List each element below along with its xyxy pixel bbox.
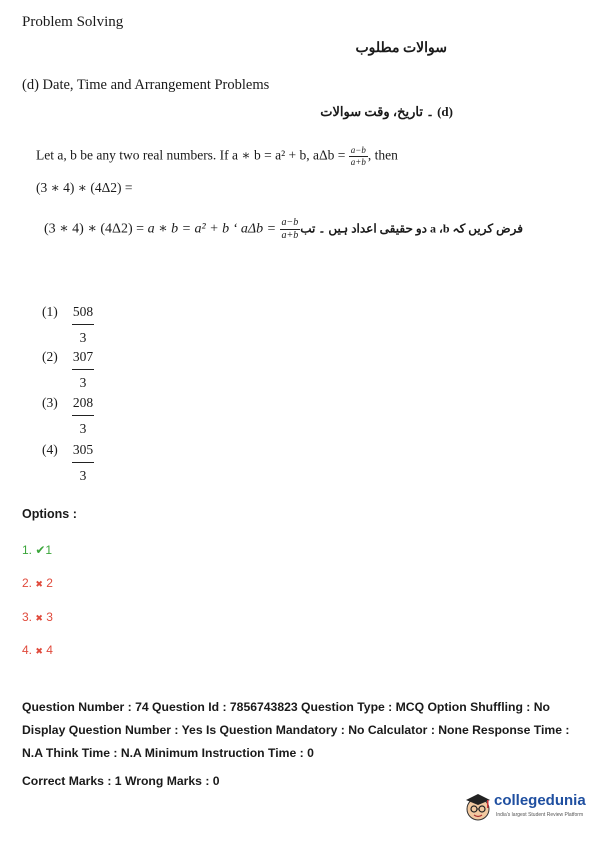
answer-index: 2.	[22, 576, 33, 590]
option-value: 508 3	[72, 304, 94, 345]
brand-name: collegedunia	[494, 792, 586, 809]
option-label: (1)	[42, 304, 58, 319]
options-heading: Options :	[22, 507, 77, 521]
question-fraction	[349, 146, 368, 167]
answer-index: 4.	[22, 643, 33, 657]
section-title: Problem Solving	[22, 14, 124, 30]
question-urdu-line	[44, 218, 523, 241]
section-title-urdu: سوالات مطلوب	[355, 41, 447, 56]
urdu-middle: a ∗ b = a² + b ‘ aΔb =	[144, 221, 280, 237]
answer-option-3	[22, 610, 53, 624]
answer-value: 3	[46, 610, 53, 624]
question-meta: Question Number : 74 Question Id : 7856743823 Question Type : MCQ Option Shuffling : No Display Question Number : Yes Is Question Mandatory : No Calculator : None Response Time : N.A Think Time : N.A Minimum Instruction Time : 0	[22, 700, 570, 760]
urdu-fraction-numerator: a−b	[281, 217, 299, 228]
brand-tagline: India's largest Student Review Platform	[496, 812, 584, 818]
option-value: 305 3	[72, 442, 94, 483]
urdu-fraction-denominator: a+b	[281, 230, 299, 241]
mascot-icon	[462, 790, 494, 824]
answer-value: 1	[45, 543, 53, 557]
cross-icon: ✖	[35, 613, 43, 623]
answer-option-1	[22, 543, 52, 557]
question-line-1	[36, 146, 398, 167]
fraction-denominator: a+b	[350, 157, 366, 167]
answer-value: 4	[46, 643, 53, 657]
cross-icon: ✖	[35, 579, 43, 589]
option-value: 208 3	[72, 395, 94, 436]
answer-index: 3.	[22, 610, 33, 624]
subsection-title: (d) Date, Time and Arrangement Problems	[22, 77, 270, 93]
marks-info: Correct Marks : 1 Wrong Marks : 0	[22, 774, 220, 788]
option-label: (4)	[42, 442, 58, 457]
urdu-expression: (3 ∗ 4) ∗ (4Δ2) =	[44, 221, 145, 237]
option-label: (2)	[42, 349, 58, 364]
subsection-title-urdu: (d) ۔ تاریخ، وقت سوالات	[320, 104, 453, 119]
brand-logo	[462, 788, 587, 830]
check-icon: ✔	[35, 543, 46, 557]
urdu-text: فرض کریں کہ a ،b دو حقیقی اعداد ہیں ۔ تب	[300, 221, 523, 236]
option-label: (3)	[42, 395, 58, 410]
answer-option-4	[22, 643, 53, 657]
cross-icon: ✖	[35, 646, 43, 656]
question-line-2: (3 ∗ 4) ∗ (4Δ2) =	[36, 180, 133, 195]
answer-value: 2	[46, 576, 53, 590]
option-value: 307 3	[72, 349, 94, 390]
question-prefix: Let a, b be any two real numbers. If a ∗ b = a² + b, aΔb =	[36, 147, 349, 163]
urdu-fraction	[280, 218, 301, 241]
question-suffix: , then	[367, 147, 398, 163]
fraction-numerator: a−b	[350, 145, 366, 155]
answer-index: 1.	[22, 543, 33, 557]
answer-option-2	[22, 576, 53, 590]
